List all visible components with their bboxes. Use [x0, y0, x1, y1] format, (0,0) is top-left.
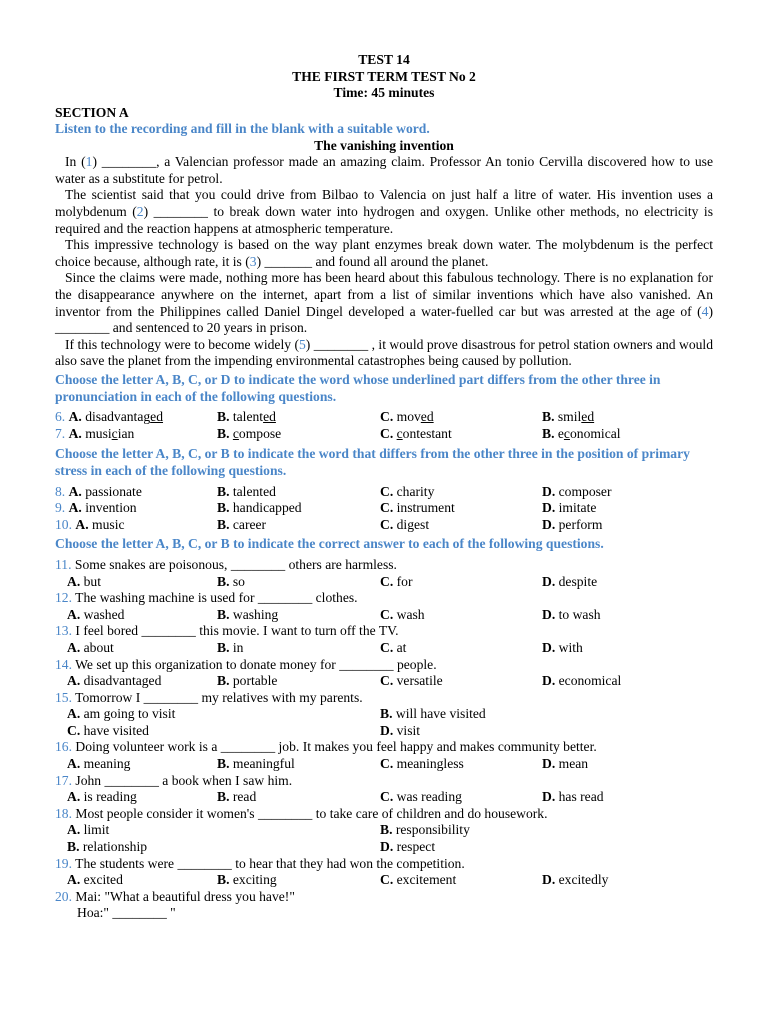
q18-option-a[interactable] [55, 822, 380, 839]
blank-5-number: 5 [299, 336, 306, 352]
letter-c: C. [380, 606, 394, 622]
q9-number: 9. [55, 500, 66, 516]
question-19-options [55, 872, 713, 889]
q11-option-d[interactable] [542, 574, 713, 591]
question-9 [55, 500, 713, 517]
letter-b: B. [217, 756, 230, 772]
q12-option-d[interactable] [542, 607, 713, 624]
blank-1-number: 1 [85, 154, 93, 170]
q19-option-a[interactable] [55, 872, 217, 889]
q12-number: 12. [55, 590, 72, 606]
q8-option-d[interactable] [542, 484, 713, 501]
letter-d: D. [542, 639, 556, 655]
q9-d-text: imitate [558, 500, 597, 516]
q17-c-text: was reading [396, 789, 462, 805]
q8-option-b[interactable] [217, 484, 380, 501]
q11-b-text: so [232, 573, 245, 589]
letter-a: A. [68, 483, 82, 499]
letter-c: C. [67, 722, 81, 738]
test-number: TEST 14 [358, 52, 410, 67]
q13-text: I feel bored ________ this movie. I want to turn off the TV. [75, 623, 399, 639]
question-18-stem [55, 806, 713, 823]
q14-option-c[interactable] [380, 673, 542, 690]
letter-d: D. [542, 789, 556, 805]
q8-b-text: talented [232, 483, 276, 499]
letter-d: D. [380, 839, 394, 855]
q6-option-c[interactable] [380, 409, 542, 426]
q18-option-b[interactable] [380, 822, 713, 839]
q6-d-pre: smil [557, 409, 582, 425]
q16-b-text: meaningful [232, 756, 295, 772]
paragraph-3 [55, 237, 713, 270]
letter-a: A. [68, 425, 82, 441]
q7-number: 7. [55, 425, 66, 441]
q19-c-text: excitement [396, 872, 457, 888]
q15-c-text: have visited [83, 722, 149, 738]
q15-option-c[interactable] [55, 723, 380, 740]
story-title: The vanishing invention [314, 137, 454, 153]
letter-b: B. [217, 872, 230, 888]
letter-b: B. [217, 425, 230, 441]
q18-option-d[interactable] [380, 839, 713, 856]
q10-option-b[interactable] [217, 517, 380, 534]
letter-c: C. [380, 409, 394, 425]
letter-a: A. [67, 822, 81, 838]
question-11-options [55, 574, 713, 591]
q16-number: 16. [55, 739, 72, 755]
letter-a: A. [67, 756, 81, 772]
p1-pre: In ( [65, 154, 86, 170]
q6-a-pre: disadvantag [85, 409, 151, 425]
letter-a: A. [67, 789, 81, 805]
q9-b-text: handicapped [232, 500, 302, 516]
p5-post: ) ________ , it would prove disastrous for petrol station owners and would also save the planet from the impending environmental catastrophes being caused by pollution. [55, 336, 713, 369]
q6-a-underlined: ed [150, 409, 164, 425]
q16-option-b[interactable] [217, 756, 380, 773]
q14-a-text: disadvantaged [83, 673, 162, 689]
q12-text: The washing machine is used for ________ clothes. [75, 590, 358, 606]
q19-option-d[interactable] [542, 872, 713, 889]
q19-b-text: exciting [232, 872, 277, 888]
q17-option-b[interactable] [217, 789, 380, 806]
q8-a-text: passionate [85, 483, 142, 499]
p3-pre: This impressive technology is based on the way plant enzymes break down water. The molybdenum is the perfect choice because, although rate, it is ( [55, 237, 713, 269]
q10-a-text: music [92, 516, 125, 532]
question-11-stem [55, 557, 713, 574]
letter-b: B. [217, 606, 230, 622]
q17-option-c[interactable] [380, 789, 542, 806]
stress-instruction: Choose the letter A, B, C, or B to indicate the word that differs from the other three in the position of primary stress in each of the following questions. [55, 446, 690, 478]
q19-a-text: excited [83, 872, 123, 888]
question-15-stem [55, 690, 713, 707]
q15-option-b[interactable] [380, 706, 713, 723]
q7-c-underlined: c [396, 425, 403, 441]
q16-text: Doing volunteer work is a ________ job. It makes you feel happy and makes community better. [75, 739, 597, 755]
q13-option-a[interactable] [55, 640, 217, 657]
question-14-options [55, 673, 713, 690]
q17-option-a[interactable] [55, 789, 217, 806]
q18-c-text: relationship [82, 839, 148, 855]
letter-d: D. [542, 500, 556, 516]
q13-d-text: with [558, 639, 583, 655]
letter-b: B. [380, 822, 393, 838]
q19-number: 19. [55, 855, 72, 871]
q17-d-text: has read [558, 789, 604, 805]
q11-a-text: but [83, 573, 101, 589]
letter-d: D. [542, 516, 556, 532]
q19-option-c[interactable] [380, 872, 542, 889]
question-16-stem [55, 739, 713, 756]
q6-b-pre: talent [232, 409, 264, 425]
q16-d-text: mean [558, 756, 589, 772]
q19-d-text: excitedly [558, 872, 609, 888]
q13-number: 13. [55, 623, 72, 639]
letter-c: C. [380, 639, 394, 655]
q8-number: 8. [55, 483, 66, 499]
q6-number: 6. [55, 409, 66, 425]
letter-a: A. [68, 409, 82, 425]
letter-c: C. [380, 425, 394, 441]
letter-a: A. [67, 872, 81, 888]
test-name: THE FIRST TERM TEST No 2 [292, 68, 476, 84]
question-17-stem [55, 773, 713, 790]
letter-c: C. [380, 573, 394, 589]
q20-line2: Hoa:" ________ " [77, 905, 176, 921]
q15-b-text: will have visited [395, 706, 486, 722]
q18-number: 18. [55, 805, 72, 821]
q18-a-text: limit [83, 822, 110, 838]
question-20-stem [55, 889, 713, 906]
q16-option-a[interactable] [55, 756, 217, 773]
letter-a: A. [67, 606, 81, 622]
question-15-options-ab [55, 706, 713, 723]
letter-c: C. [380, 872, 394, 888]
q7-d-underlined: c [563, 425, 570, 441]
q9-option-b[interactable] [217, 500, 380, 517]
q17-option-d[interactable] [542, 789, 713, 806]
p4-post: ) ________ and sentenced to 20 years in prison. [55, 303, 713, 336]
q14-b-text: portable [232, 673, 278, 689]
q12-b-text: washing [232, 606, 279, 622]
q16-c-text: meaningless [396, 756, 464, 772]
letter-a: A. [75, 516, 89, 532]
question-13-stem [55, 623, 713, 640]
q11-option-a[interactable] [55, 574, 217, 591]
q7-d-post: onomical [569, 425, 621, 441]
p1-post: ) ________, a Valencian professor made an amazing claim. Professor An tonio Cervilla discovered how to use water as a substitute for petrol. [55, 154, 714, 186]
q6-option-d[interactable] [542, 409, 713, 426]
q11-option-c[interactable] [380, 574, 542, 591]
q8-d-text: composer [558, 483, 612, 499]
q14-option-b[interactable] [217, 673, 380, 690]
question-10 [55, 517, 713, 534]
question-18-options-cd [55, 839, 713, 856]
q9-option-c[interactable] [380, 500, 542, 517]
q16-option-d[interactable] [542, 756, 713, 773]
q12-d-text: to wash [558, 606, 601, 622]
q13-option-b[interactable] [217, 640, 380, 657]
q10-option-c[interactable] [380, 517, 542, 534]
q7-b-post: ompose [238, 425, 282, 441]
q20-number: 20. [55, 888, 72, 904]
letter-b: B. [217, 673, 230, 689]
letter-c: C. [380, 500, 394, 516]
q14-option-a[interactable] [55, 673, 217, 690]
q7-d-pre: e [557, 425, 564, 441]
p2-pre: The scientist said that you could drive from Bilbao to Valencia on just half a litre of water. His invention uses a molybdenum ( [55, 187, 713, 220]
q8-c-text: charity [396, 483, 435, 499]
q13-option-d[interactable] [542, 640, 713, 657]
blank-2-number: 2 [136, 204, 144, 220]
letter-b: B. [217, 409, 230, 425]
q6-c-pre: mov [396, 409, 421, 425]
q15-d-text: visit [396, 722, 421, 738]
question-8 [55, 484, 713, 501]
q10-number: 10. [55, 516, 72, 532]
q17-number: 17. [55, 772, 72, 788]
q14-text: We set up this organization to donate money for ________ people. [75, 656, 437, 672]
q11-d-text: despite [558, 573, 598, 589]
q7-b-underlined: c [232, 425, 239, 441]
question-12-options [55, 607, 713, 624]
q13-a-text: about [83, 639, 114, 655]
letter-c: C. [380, 756, 394, 772]
q10-c-text: digest [396, 516, 430, 532]
q15-option-a[interactable] [55, 706, 380, 723]
paragraph-4 [55, 270, 713, 336]
question-16-options [55, 756, 713, 773]
q7-option-d[interactable] [542, 426, 713, 443]
q9-option-d[interactable] [542, 500, 713, 517]
question-19-stem [55, 856, 713, 873]
q17-a-text: is reading [83, 789, 137, 805]
question-15-options-cd [55, 723, 713, 740]
q18-d-text: respect [396, 839, 436, 855]
letter-c: C. [380, 789, 394, 805]
q10-d-text: perform [558, 516, 603, 532]
q7-c-post: ontestant [402, 425, 452, 441]
q18-b-text: responsibility [395, 822, 470, 838]
q15-a-text: am going to visit [83, 706, 176, 722]
p5-pre: If this technology were to become widely ( [65, 336, 299, 352]
letter-d: D. [542, 606, 556, 622]
letter-a: A. [68, 500, 82, 516]
q15-text: Tomorrow I ________ my relatives with my parents. [75, 689, 363, 705]
q12-a-text: washed [83, 606, 125, 622]
letter-a: A. [67, 639, 81, 655]
q20-line1: Mai: "What a beautiful dress you have!" [75, 888, 295, 904]
q14-number: 14. [55, 656, 72, 672]
q12-c-text: wash [396, 606, 425, 622]
question-6 [55, 409, 713, 426]
q6-c-underlined: ed [420, 409, 434, 425]
blank-4-number: 4 [701, 303, 709, 319]
letter-c: C. [380, 516, 394, 532]
paragraph-2 [55, 187, 713, 237]
q9-option-a[interactable] [55, 500, 217, 517]
p3-post: ) _______ and found all around the planet. [256, 253, 489, 269]
letter-b: B. [217, 573, 230, 589]
p4-pre: Since the claims were made, nothing more has been heard about this fabulous technology. There is no explanation for the disappearance anywhere on the internet, apart from a list of similar inventions which have also vanished. An inventor from the Philippines called Daniel Dingel developed a water-fuelled car but was arrested at the age of ( [55, 270, 713, 319]
q7-a-underlined: c [111, 425, 118, 441]
question-14-stem [55, 657, 713, 674]
q14-option-d[interactable] [542, 673, 713, 690]
paragraph-1 [55, 154, 713, 187]
q13-option-c[interactable] [380, 640, 542, 657]
q17-b-text: read [232, 789, 257, 805]
q11-c-text: for [396, 573, 413, 589]
q6-option-b[interactable] [217, 409, 380, 426]
q13-b-text: in [232, 639, 244, 655]
q9-a-text: invention [85, 500, 137, 516]
q10-option-a[interactable] [55, 517, 217, 534]
letter-a: A. [67, 706, 81, 722]
letter-b: B. [217, 639, 230, 655]
q7-a-post: ian [117, 425, 135, 441]
question-13-options [55, 640, 713, 657]
q6-option-a[interactable] [55, 409, 217, 426]
letter-d: D. [542, 483, 556, 499]
q15-number: 15. [55, 689, 72, 705]
q7-option-c[interactable] [380, 426, 542, 443]
question-18-options-ab [55, 822, 713, 839]
q6-d-underlined: ed [581, 409, 595, 425]
letter-a: A. [67, 673, 81, 689]
q17-text: John ________ a book when I saw him. [75, 772, 293, 788]
q11-text: Some snakes are poisonous, ________ others are harmless. [74, 556, 397, 572]
q12-option-a[interactable] [55, 607, 217, 624]
q6-b-underlined: ed [263, 409, 276, 425]
q8-option-a[interactable] [55, 484, 217, 501]
test-time: Time: 45 minutes [333, 85, 435, 100]
letter-b: B. [217, 789, 230, 805]
q15-option-d[interactable] [380, 723, 713, 740]
question-12-stem [55, 590, 713, 607]
q16-option-c[interactable] [380, 756, 542, 773]
paragraph-5 [55, 337, 713, 370]
q7-a-pre: musi [85, 425, 112, 441]
letter-d: D. [380, 722, 394, 738]
q12-option-c[interactable] [380, 607, 542, 624]
letter-c: C. [380, 673, 394, 689]
q10-b-text: career [232, 516, 267, 532]
q11-number: 11. [55, 556, 72, 572]
q18-text: Most people consider it women's ________ to take care of children and do housework. [75, 805, 548, 821]
q8-option-c[interactable] [380, 484, 542, 501]
letter-d: D. [542, 673, 556, 689]
q19-option-b[interactable] [217, 872, 380, 889]
letter-b: B. [217, 516, 230, 532]
letter-d: D. [542, 573, 556, 589]
q16-a-text: meaning [83, 756, 131, 772]
letter-c: C. [380, 483, 394, 499]
q11-option-b[interactable] [217, 574, 380, 591]
q7-option-b[interactable] [217, 426, 380, 443]
question-17-options [55, 789, 713, 806]
letter-b: B. [217, 483, 230, 499]
q13-c-text: at [396, 639, 407, 655]
section-a-label: SECTION A [55, 104, 129, 120]
q10-option-d[interactable] [542, 517, 713, 534]
q9-c-text: instrument [396, 500, 455, 516]
question-7 [55, 426, 713, 443]
q7-option-a[interactable] [55, 426, 217, 443]
q18-option-c[interactable] [55, 839, 380, 856]
q14-c-text: versatile [396, 673, 443, 689]
p2-post: ) ________ to break down water into hydrogen and oxygen. Unlike other methods, no electricity is required and the reaction happens at atmospheric temperature. [55, 204, 713, 236]
q14-d-text: economical [558, 673, 622, 689]
letter-a: A. [67, 573, 81, 589]
letter-b: B. [217, 500, 230, 516]
listening-instruction: Listen to the recording and fill in the blank with a suitable word. [55, 121, 430, 137]
letter-b: B. [542, 409, 555, 425]
pronunciation-instruction: Choose the letter A, B, C, or D to indicate the word whose underlined part differs from the other three in pronunciation in each of the following questions. [55, 372, 661, 404]
letter-d: D. [542, 872, 556, 888]
grammar-instruction: Choose the letter A, B, C, or B to indicate the correct answer to each of the following questions. [55, 536, 604, 552]
blank-3-number: 3 [249, 253, 257, 269]
letter-b: B. [67, 839, 80, 855]
letter-d: D. [542, 756, 556, 772]
letter-b: B. [542, 425, 555, 441]
letter-b: B. [380, 706, 393, 722]
q19-text: The students were ________ to hear that they had won the competition. [75, 855, 465, 871]
q12-option-b[interactable] [217, 607, 380, 624]
